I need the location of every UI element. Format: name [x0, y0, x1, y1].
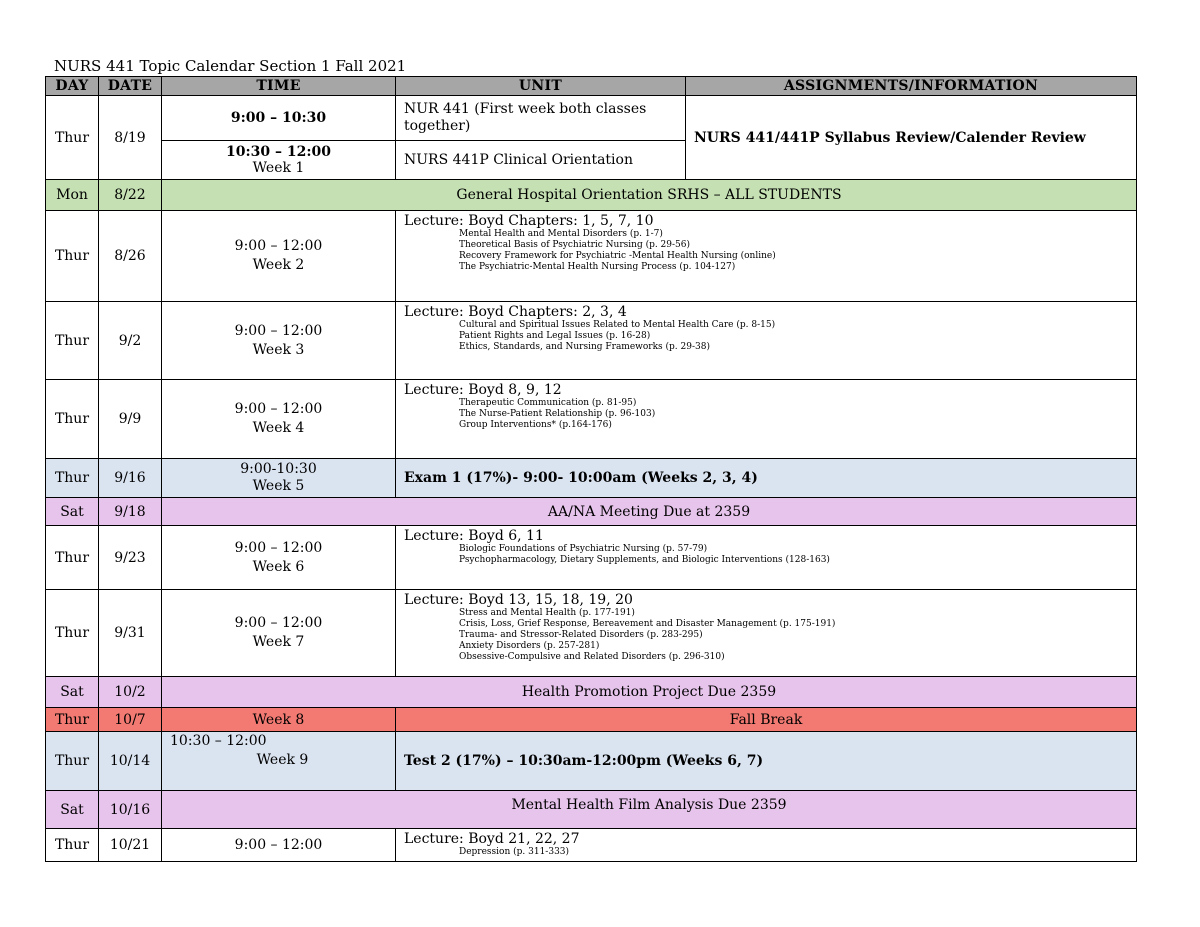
day-cell: Thur: [46, 211, 99, 302]
time-cell: [162, 302, 396, 380]
table-row: [46, 677, 1137, 708]
unit-cell: NURS 441P Clinical Orientation: [396, 141, 686, 180]
unit-cell: NUR 441 (First week both classes together): [396, 96, 686, 141]
header-day: DAY: [46, 77, 99, 96]
time-text: 9:00 – 12:00: [234, 238, 323, 254]
time-cell: [162, 526, 396, 590]
week-label: Week 4: [252, 420, 305, 436]
reading-item: Trauma- and Stressor-Related Disorders (p. 283-295): [459, 630, 703, 640]
table-row: [46, 791, 1137, 829]
event-cell: Health Promotion Project Due 2359: [162, 677, 1137, 708]
reading-item: Ethics, Standards, and Nursing Frameworks (p. 29-38): [459, 342, 710, 352]
table-row: [46, 590, 1137, 677]
day-cell: Thur: [46, 829, 99, 862]
week-label: Week 9: [256, 752, 309, 768]
day-cell: Thur: [46, 96, 99, 180]
date-cell: 8/22: [99, 180, 162, 211]
lecture-cell: [396, 590, 1137, 677]
week-label: Week 1: [252, 160, 305, 176]
table-row: [46, 708, 1137, 732]
reading-item: Psychopharmacology, Dietary Supplements, and Biologic Interventions (128-163): [459, 555, 830, 565]
reading-item: Recovery Framework for Psychiatric -Mental Health Nursing (online): [459, 251, 776, 261]
time-text: 10:30 – 12:00: [225, 144, 331, 160]
event-cell: General Hospital Orientation SRHS – ALL STUDENTS: [162, 180, 1137, 211]
day-cell: Mon: [46, 180, 99, 211]
lecture-heading: Lecture: Boyd Chapters: 2, 3, 4: [404, 304, 627, 320]
reading-item: Therapeutic Communication (p. 81-95): [459, 398, 637, 408]
lecture-cell: [396, 302, 1137, 380]
time-text: 9:00 – 12:00: [234, 615, 323, 631]
table-row: [46, 180, 1137, 211]
date-cell: 10/2: [99, 677, 162, 708]
event-cell: Mental Health Film Analysis Due 2359: [162, 791, 1137, 829]
lecture-cell: [396, 526, 1137, 590]
exam-cell: Test 2 (17%) – 10:30am-12:00pm (Weeks 6, 7): [396, 732, 1137, 791]
date-cell: 9/23: [99, 526, 162, 590]
reading-item: Group Interventions* (p.164-176): [459, 420, 612, 430]
time-cell: [162, 211, 396, 302]
time-text: 9:00 – 12:00: [234, 322, 323, 339]
time-cell: 9:00 – 12:00: [162, 829, 396, 862]
date-cell: 9/18: [99, 498, 162, 526]
week-label: Week 8: [162, 708, 396, 732]
week-label: Week 2: [252, 257, 305, 273]
day-cell: Thur: [46, 459, 99, 498]
event-cell: AA/NA Meeting Due at 2359: [162, 498, 1137, 526]
table-row: [46, 459, 1137, 498]
day-cell: Sat: [46, 498, 99, 526]
week-label: Week 5: [252, 478, 305, 494]
time-cell: [162, 590, 396, 677]
reading-item: Mental Health and Mental Disorders (p. 1-7): [459, 229, 663, 239]
reading-item: Biologic Foundations of Psychiatric Nursing (p. 57-79): [459, 544, 708, 554]
lecture-cell: [396, 829, 1137, 862]
day-cell: Thur: [46, 526, 99, 590]
time-cell: [162, 732, 396, 791]
table-row: [46, 302, 1137, 380]
day-cell: Thur: [46, 708, 99, 732]
exam-cell: Exam 1 (17%)- 9:00- 10:00am (Weeks 2, 3, 4): [396, 459, 1137, 498]
lecture-heading: Lecture: Boyd 6, 11: [404, 528, 544, 544]
reading-item: Crisis, Loss, Grief Response, Bereavement and Disaster Management (p. 175-191): [459, 619, 836, 629]
table-row: [46, 732, 1137, 791]
time-cell: [162, 141, 396, 180]
table-row: [46, 526, 1137, 590]
lecture-cell: [396, 211, 1137, 302]
day-cell: Thur: [46, 590, 99, 677]
reading-item: Cultural and Spiritual Issues Related to Mental Health Care (p. 8-15): [459, 320, 776, 330]
table-row: [46, 829, 1137, 862]
time-cell: [162, 459, 396, 498]
time-text: 9:00 – 12:00: [234, 401, 323, 417]
week-label: Week 3: [252, 341, 305, 358]
time-cell: 9:00 – 10:30: [162, 96, 396, 141]
reading-item: The Psychiatric-Mental Health Nursing Process (p. 104-127): [459, 262, 736, 272]
reading-item: Obsessive-Compulsive and Related Disorders (p. 296-310): [459, 652, 725, 662]
header-row: [46, 77, 1137, 96]
reading-item: Theoretical Basis of Psychiatric Nursing (p. 29-56): [459, 240, 691, 250]
lecture-heading: Lecture: Boyd 21, 22, 27: [404, 831, 580, 847]
header-date: DATE: [99, 77, 162, 96]
reading-item: The Nurse-Patient Relationship (p. 96-103): [459, 409, 656, 419]
day-cell: Thur: [46, 380, 99, 459]
table-row: [46, 96, 1137, 141]
date-cell: 9/2: [99, 302, 162, 380]
lecture-cell: [396, 380, 1137, 459]
header-unit: UNIT: [396, 77, 686, 96]
week-label: Week 6: [252, 558, 305, 575]
page-title: NURS 441 Topic Calendar Section 1 Fall 2021: [54, 57, 407, 75]
table-row: [46, 211, 1137, 302]
time-text: 10:30 – 12:00: [170, 733, 267, 749]
day-cell: Sat: [46, 677, 99, 708]
reading-item: Patient Rights and Legal Issues (p. 16-28): [459, 331, 651, 341]
calendar-table: [45, 76, 1137, 862]
lecture-heading: Lecture: Boyd 8, 9, 12: [404, 382, 562, 398]
time-text: 9:00 – 12:00: [234, 539, 323, 556]
week-label: Week 7: [252, 634, 305, 650]
reading-item: Stress and Mental Health (p. 177-191): [459, 608, 635, 618]
day-cell: Thur: [46, 732, 99, 791]
date-cell: 9/31: [99, 590, 162, 677]
event-cell: Fall Break: [396, 708, 1137, 732]
time-text: 9:00-10:30: [240, 461, 317, 477]
day-cell: Thur: [46, 302, 99, 380]
table-row: [46, 498, 1137, 526]
date-cell: 8/19: [99, 96, 162, 180]
day-cell: Sat: [46, 791, 99, 829]
date-cell: 9/16: [99, 459, 162, 498]
date-cell: 8/26: [99, 211, 162, 302]
date-cell: 10/14: [99, 732, 162, 791]
time-cell: [162, 380, 396, 459]
date-cell: 10/21: [99, 829, 162, 862]
assignment-cell: NURS 441/441P Syllabus Review/Calender Review: [686, 96, 1137, 180]
header-time: TIME: [162, 77, 396, 96]
table-row: [46, 380, 1137, 459]
header-assignments: ASSIGNMENTS/INFORMATION: [686, 77, 1137, 96]
reading-item: Depression (p. 311-333): [459, 847, 570, 857]
lecture-heading: Lecture: Boyd 13, 15, 18, 19, 20: [404, 592, 633, 608]
reading-item: Anxiety Disorders (p. 257-281): [459, 641, 600, 651]
date-cell: 9/9: [99, 380, 162, 459]
lecture-heading: Lecture: Boyd Chapters: 1, 5, 7, 10: [404, 213, 654, 229]
date-cell: 10/7: [99, 708, 162, 732]
date-cell: 10/16: [99, 791, 162, 829]
